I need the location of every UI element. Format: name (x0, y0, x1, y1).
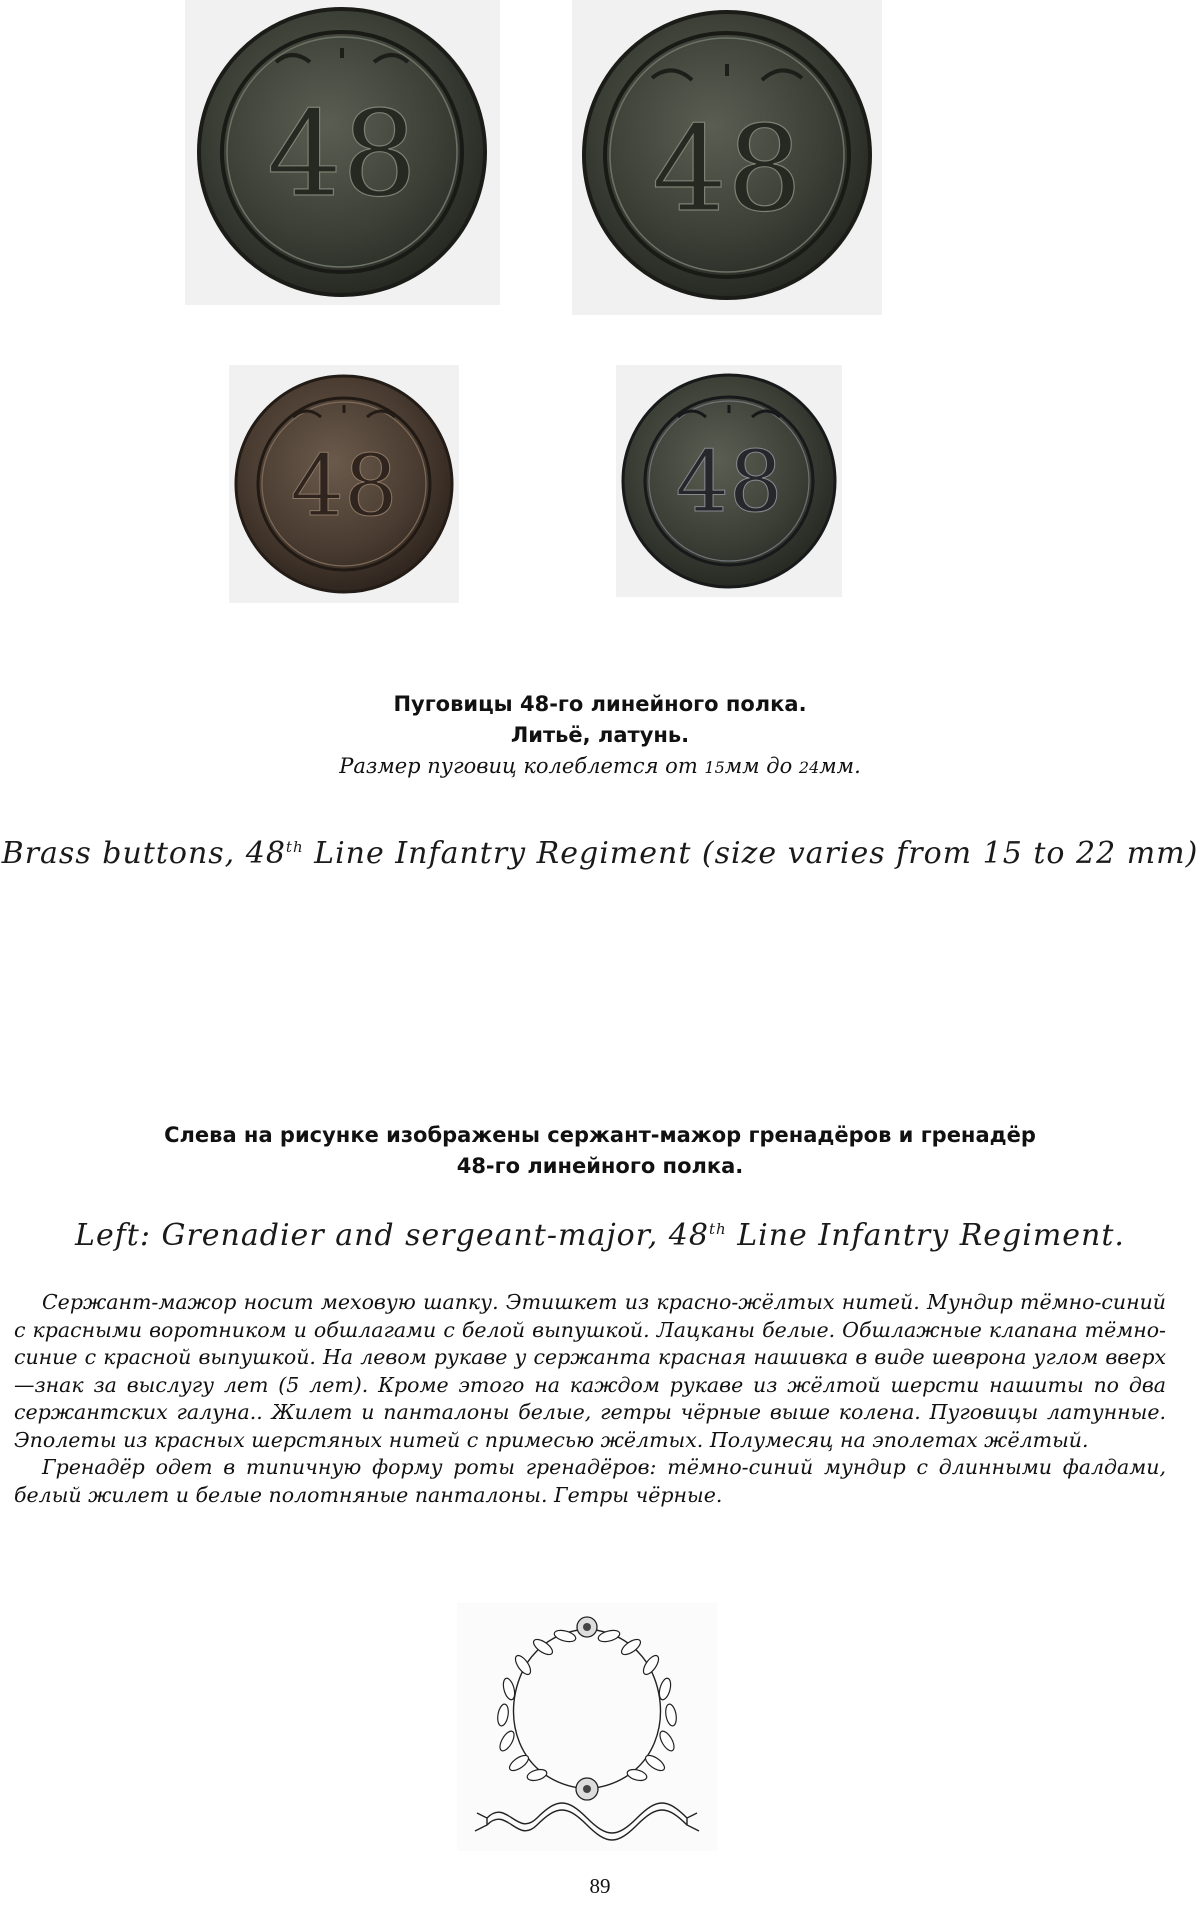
button-numeral: 48 (266, 85, 418, 223)
body-paragraph-2: Гренадёр одет в типичную форму роты гренадёров: тёмно-синий мундир с длинными фалдами, белый жилет и белые полотняные панталоны. Гетры чёрные. (14, 1455, 1166, 1507)
caption-en-buttons-rest: Line Infantry Regiment (size varies from 15 to 22 mm) (303, 836, 1199, 871)
body-paragraph-1: Сержант-мажор носит меховую шапку. Этишкет из красно-жёлтых нитей. Мундир тёмно-синий с красными воротником и обшлагами с белой выпушкой. Лацканы белые. Обшлажные клапана тёмно-синие с красной выпушкой. На левом рукаве у сержанта красная нашивка в виде шеврона углом вверх—знак за выслугу лет (5 лет). Кроме этого на каждом рукаве из жёлтой шерсти нашиты по два сержантских галуна.. Жилет и панталоны белые, гетры чёрные выше колена. Пуговицы латунные. Эполеты из красных шерстяных нитей с примесью жёлтых. Полумесяц на эполетах жёлтый. (14, 1290, 1166, 1452)
caption-ru-size-prefix: Размер пуговиц колеблется от (339, 754, 705, 778)
caption-ru-size-mid: мм до (724, 754, 799, 778)
caption-en-buttons-sup: th (285, 838, 304, 856)
button-photo-4 (616, 365, 842, 597)
button-numeral: 48 (290, 437, 398, 535)
body-text (14, 1289, 1166, 1509)
figure-caption-ru-line2: 48-го линейного полка. (456, 1154, 744, 1178)
caption-ru-material: Литьё, латунь. (510, 723, 690, 747)
figure-caption-en-rest: Line Infantry Regiment. (726, 1218, 1125, 1253)
button-numeral: 48 (675, 433, 783, 531)
figure-caption-ru-line1: Слева на рисунке изображены сержант-мажор гренадёров и гренадёр (164, 1123, 1036, 1147)
figure-caption-en-main: Left: Grenadier and sergeant-major, 48 (75, 1218, 709, 1253)
caption-ru-size (0, 754, 1200, 778)
figure-caption-en-sup: th (708, 1220, 727, 1238)
button-photo-2 (572, 0, 882, 315)
caption-en-buttons-main: Brass buttons, 48 (1, 836, 286, 871)
caption-ru-size-max: 24 (798, 758, 820, 777)
button-photo-1 (185, 0, 500, 305)
figure-caption-en (0, 1218, 1200, 1253)
page-number: 89 (589, 1874, 611, 1898)
caption-en-buttons (0, 836, 1200, 871)
button-photo-3 (229, 365, 459, 603)
button-numeral: 48 (651, 100, 803, 238)
laurel-wreath-ornament (457, 1603, 717, 1851)
caption-ru-size-min: 15 (704, 758, 725, 777)
caption-ru-size-suffix: мм. (819, 754, 861, 778)
caption-ru-title: Пуговицы 48-го линейного полка. (393, 692, 807, 716)
